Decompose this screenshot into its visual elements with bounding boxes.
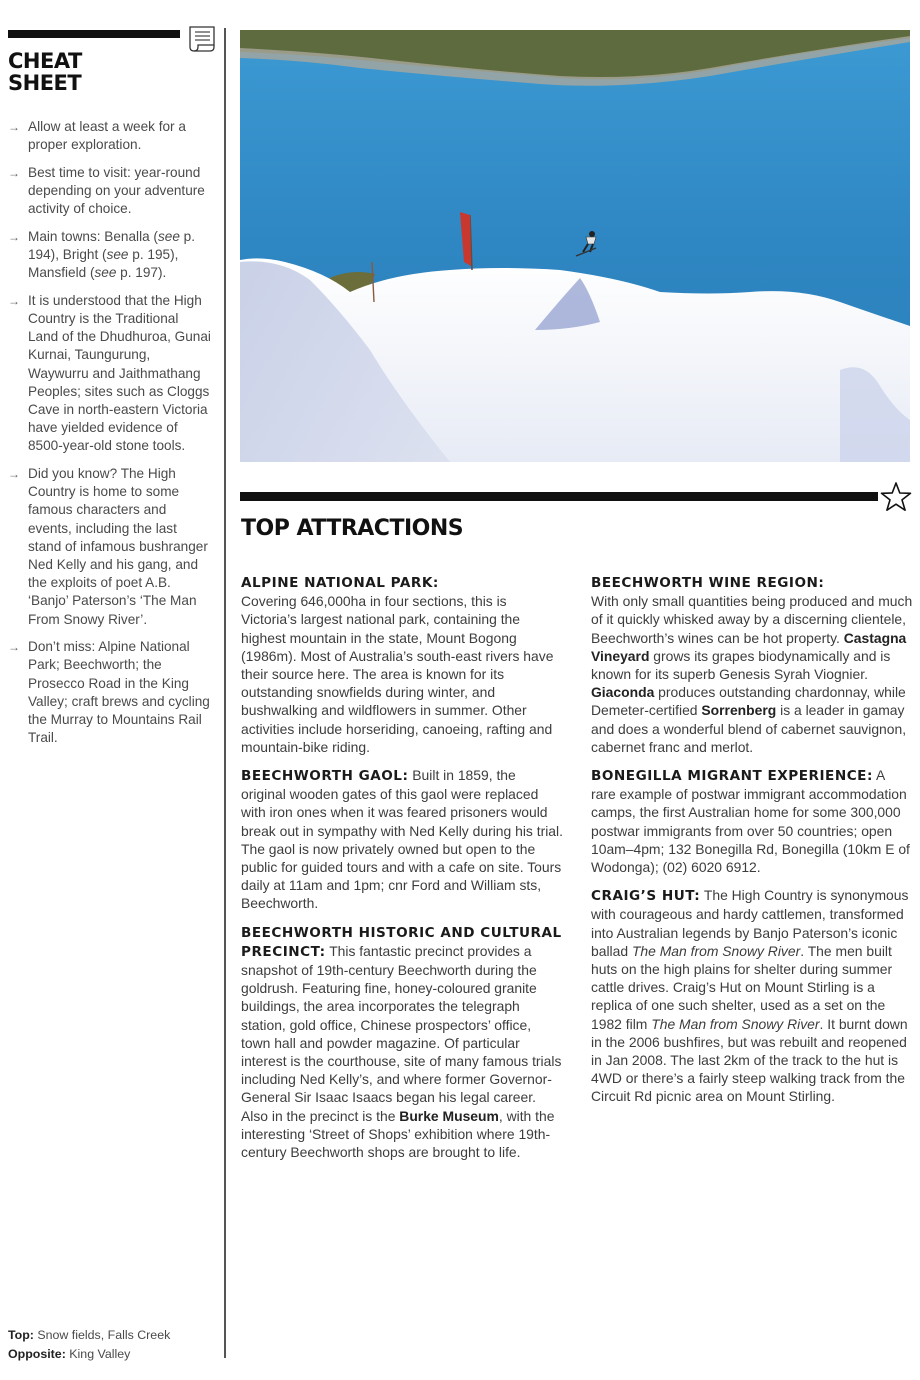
attraction-heading: BONEGILLA MIGRANT EXPERIENCE:	[591, 768, 873, 785]
tip-text: Allow at least a week for a proper exploration.	[28, 119, 186, 153]
section-rule	[240, 492, 878, 501]
document-icon	[186, 24, 220, 54]
attraction-craigs-hut	[591, 886, 913, 1105]
caption-opposite	[8, 1345, 170, 1364]
attraction-body: Built in 1859, the original wooden gates of this gaol were replaced with iron ones when it was feared prisoners would break out in sympathy with Ned Kelly during his trial. The gaol is now privately owned but open to the public for guided tours and with a cafe on site. Tours daily at 11am and 1pm; cnr Ford and William sts, Beechworth.	[241, 767, 563, 912]
attraction-heading: BEECHWORTH GAOL:	[241, 768, 409, 785]
attraction-body: Covering 646,000ha in four sections, this is Victoria’s largest national park, containing the highest mountain in the state, Mount Bogong (1986m). Most of Australia’s south-east rivers have their source here. The area is known for its outstanding snowfields during winter, and bushwalking and wildflowers in summer. Other activities include horseriding, canoeing, rafting and mountain-bike riding.	[241, 593, 554, 755]
arrow-icon: →	[8, 120, 20, 134]
attraction-body: With only small quantities being produced and much of it quickly whisked away by a discerning clientele, Beechworth’s wines can be hot property.	[591, 593, 913, 646]
see-ref: see	[106, 247, 129, 262]
attraction-beechworth-wine	[591, 574, 913, 756]
venue-name: Sorrenberg	[701, 702, 777, 719]
attraction-beechworth-precinct	[241, 923, 563, 1162]
tip-item	[8, 465, 211, 629]
attraction-body: , with the interesting ‘Street of Shops’ exhibition where 19th-century Beechworth shops are brought to life.	[241, 1107, 555, 1161]
attraction-body: grows its grapes biodynamically and is known for its superb Genesis Syrah Viognier.	[591, 647, 891, 683]
right-column	[591, 574, 913, 1116]
sidebar-rule	[8, 30, 180, 38]
caption-text: Snow fields, Falls Creek	[37, 1328, 171, 1342]
caption-label: Opposite:	[8, 1347, 66, 1361]
tip-text: Best time to visit: year-round depending on your adventure activity of choice.	[28, 164, 205, 217]
see-ref: see	[157, 228, 180, 244]
tip-text: Don’t miss: Alpine National Park; Beechworth; the Prosecco Road in the King Valley; craft brews and cycling the Murray to Mountains Rail Trail.	[28, 639, 210, 746]
arrow-icon: →	[8, 165, 20, 180]
tip-text-part: p. 195), Mansfield (	[28, 247, 179, 281]
arrow-icon: →	[8, 467, 20, 482]
title-line-2: SHEET	[8, 71, 82, 95]
title-line-1: CHEAT	[8, 49, 82, 73]
arrow-icon: →	[8, 640, 20, 655]
section-title: TOP ATTRACTIONS	[241, 516, 464, 541]
attraction-body: produces outstanding chardonnay, while Demeter-certified	[591, 684, 906, 719]
arrow-icon: →	[8, 229, 20, 244]
attraction-body: is a leader in gamay and does a wonderful blend of cabernet sauvignon, cabernet franc and merlot.	[591, 702, 907, 755]
attraction-body: A rare example of postwar immigrant accommodation camps, the first Australian home for some 300,000 postwar immigrants from over 50 countries; open 10am–4pm; 132 Bonegilla Rd, Bonegilla (10km E of Wodonga); (02) 6020 6912.	[591, 767, 910, 876]
attraction-heading: ALPINE NATIONAL PARK:	[241, 575, 439, 591]
left-column	[241, 574, 563, 1171]
star-icon	[880, 481, 912, 513]
column-divider	[224, 28, 226, 1358]
tip-item	[8, 292, 211, 456]
film-title: The Man from Snowy River	[651, 1015, 820, 1032]
tip-item	[8, 118, 211, 154]
photo-captions	[8, 1326, 170, 1364]
cheat-sheet-title	[8, 50, 82, 94]
attraction-body: . The men built huts on the high plains for shelter during summer cattle drives. Craig’s Hut on Mount Stirling is a replica of one such shelter, used as a set on the 1982 film	[591, 942, 893, 1032]
tip-text-part: p. 197).	[116, 265, 167, 281]
tip-text-part: p. 194), Bright (	[28, 228, 196, 262]
attraction-alpine-national-park	[241, 574, 563, 756]
attraction-body: . It burnt down in the 2006 bushfires, but was rebuilt and reopened in Jan 2008. The last 2km of the track to the hut is 4WD or there’s a fairly steep walking track from the Circuit Rd picnic area on Mount Stirling.	[591, 1015, 908, 1105]
tips-list	[8, 118, 211, 757]
attraction-body: The High Country is synonymous with courageous and hardy cattlemen, transformed into Australian legends by Banjo Paterson’s iconic ballad	[591, 887, 909, 959]
caption-top	[8, 1326, 170, 1345]
tip-item	[8, 228, 211, 283]
tip-item	[8, 164, 211, 219]
attraction-heading: CRAIG’S HUT:	[591, 888, 701, 905]
venue-name: Castagna Vineyard	[591, 629, 907, 664]
attraction-heading: BEECHWORTH HISTORIC AND CULTURAL PRECINCT:	[241, 924, 562, 960]
attraction-beechworth-gaol	[241, 766, 563, 913]
venue-name: Giaconda	[591, 684, 655, 701]
caption-label: Top:	[8, 1328, 34, 1342]
snowfields-photo	[240, 30, 910, 462]
venue-name: Burke Museum	[399, 1107, 499, 1124]
attraction-body: This fantastic precinct provides a snapshot of 19th-century Beechworth during the goldrush. Featuring fine, honey-coloured granite buildings, the area incorporates the telegraph station, gold office, Chinese prospectors’ office, town hall and powder magazine. Of particular interest is the courthouse, site of many famous trials including Ned Kelly’s, and where former Governor-General Sir Isaac Isaacs began his legal career. Also in the precinct is the	[241, 942, 562, 1124]
attraction-bonegilla	[591, 766, 913, 876]
see-ref: see	[94, 265, 117, 281]
film-title: The Man from Snowy River	[631, 942, 801, 959]
attraction-heading: BEECHWORTH WINE REGION:	[591, 575, 825, 591]
tip-text	[28, 229, 195, 280]
tip-text: It is understood that the High Country is the Traditional Land of the Dhudhuroa, Gunai Kurnai, Taungurung, Waywurru and Jaithmathang Peoples; sites such as Cloggs Cave in north-eastern Victoria have yielded evidence of 8500-year-old stone tools.	[28, 292, 211, 454]
tip-text-part: Main towns: Benalla (	[28, 228, 158, 244]
tip-item	[8, 638, 211, 747]
tip-text: Did you know? The High Country is home to some famous characters and events, including the last stand of infamous bushranger Ned Kelly and his gang, and the exploits of poet A.B. ‘Banjo’ Paterson’s ‘The Man From Snowy River’.	[28, 466, 208, 627]
arrow-icon: →	[8, 293, 20, 308]
caption-text: King Valley	[69, 1347, 131, 1361]
